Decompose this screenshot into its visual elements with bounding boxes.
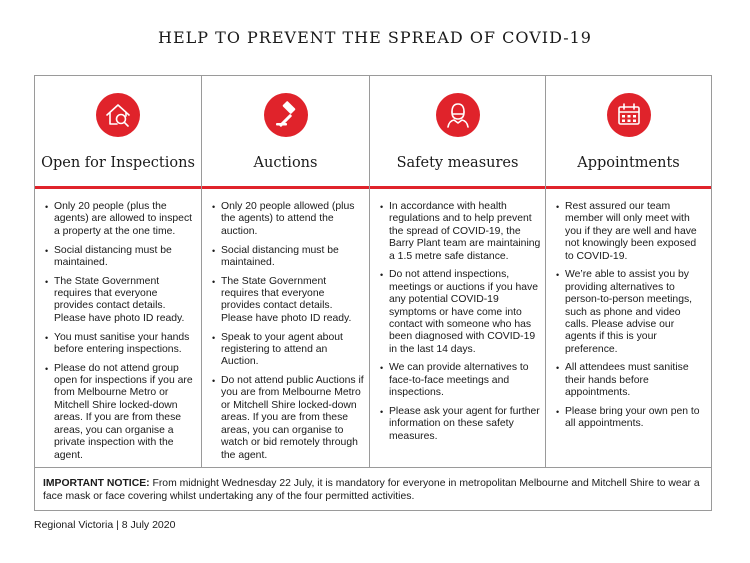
column-open-for-inspections [35, 76, 201, 467]
list-item: • In accordance with health regulations and to help prevent the spread of COVID-19, the Barry Plant team are maintaining a 1.5 metre safe distance. [380, 201, 541, 263]
bullet-list [35, 201, 201, 468]
calendar-icon [607, 93, 651, 137]
person-mask-icon [436, 93, 480, 137]
list-item: • Speak to your agent about registering to attend an Auction. [212, 332, 365, 369]
list-item: • We can provide alternatives to face-to-face meetings and inspections. [380, 362, 541, 399]
list-item: • Do not attend public Auctions if you are from Melbourne Metro or Mitchell Shire locked-down areas. If you are from these areas, you can organise to watch or bid remotely through the agent. [212, 375, 365, 462]
list-item: • All attendees must sanitise their hands before appointments. [556, 362, 707, 399]
column-heading: Auctions [253, 155, 318, 171]
column-heading: Appointments [577, 155, 680, 171]
important-notice [34, 468, 712, 511]
list-item: • Social distancing must be maintained. [212, 245, 365, 270]
list-item: • Rest assured our team member will only meet with you if they are well and have not knowingly been exposed to COVID-19. [556, 201, 707, 263]
list-item: • You must sanitise your hands before entering inspections. [45, 332, 197, 357]
column-auctions [201, 76, 369, 467]
list-item: • Only 20 people (plus the agents) are allowed to inspect a property at the one time. [45, 201, 197, 238]
list-item: • Social distancing must be maintained. [45, 245, 197, 270]
gavel-icon [264, 93, 308, 137]
list-item: • The State Government requires that everyone provides contact details. Please have photo ID ready. [212, 276, 365, 326]
column-appointments [545, 76, 711, 467]
list-item: • Only 20 people allowed (plus the agents) to attend the auction. [212, 201, 365, 238]
bullet-list [202, 201, 369, 468]
page-title: HELP TO PREVENT THE SPREAD OF COVID-19 [158, 28, 592, 47]
column-heading: Safety measures [396, 155, 519, 171]
list-item: • Please do not attend group open for inspections if you are from Melbourne Metro or Mitchell Shire locked-down areas. If you are from these areas, you can organise a private inspection with the agent. [45, 363, 197, 462]
bullet-list [546, 201, 711, 437]
column-heading: Open for Inspections [41, 155, 195, 171]
bullet-list [370, 201, 545, 450]
notice-label: IMPORTANT NOTICE: [43, 478, 150, 489]
house-magnifier-icon [96, 93, 140, 137]
list-item: • Do not attend inspections, meetings or auctions if you have any potential COVID-19 symptoms or have come into contact with someone who has been diagnosed with COVID-19 in the last 14 days. [380, 269, 541, 356]
notice-text: From midnight Wednesday 22 July, it is mandatory for everyone in metropolitan Melbourne and Mitchell Shire to wear a face mask or face covering whilst undertaking any of the four permitted activities. [43, 478, 700, 502]
list-item: • The State Government requires that everyone provides contact details. Please have photo ID ready. [45, 276, 197, 326]
list-item: • We’re able to assist you by providing alternatives to person-to-person meetings, such as phone and video calls. Please advise our agents if this is your preference. [556, 269, 707, 356]
list-item: • Please ask your agent for further information on these safety measures. [380, 406, 541, 443]
column-safety-measures [369, 76, 545, 467]
footer-region-date: Regional Victoria | 8 July 2020 [34, 519, 176, 531]
list-item: • Please bring your own pen to all appointments. [556, 406, 707, 431]
info-grid [34, 75, 712, 468]
